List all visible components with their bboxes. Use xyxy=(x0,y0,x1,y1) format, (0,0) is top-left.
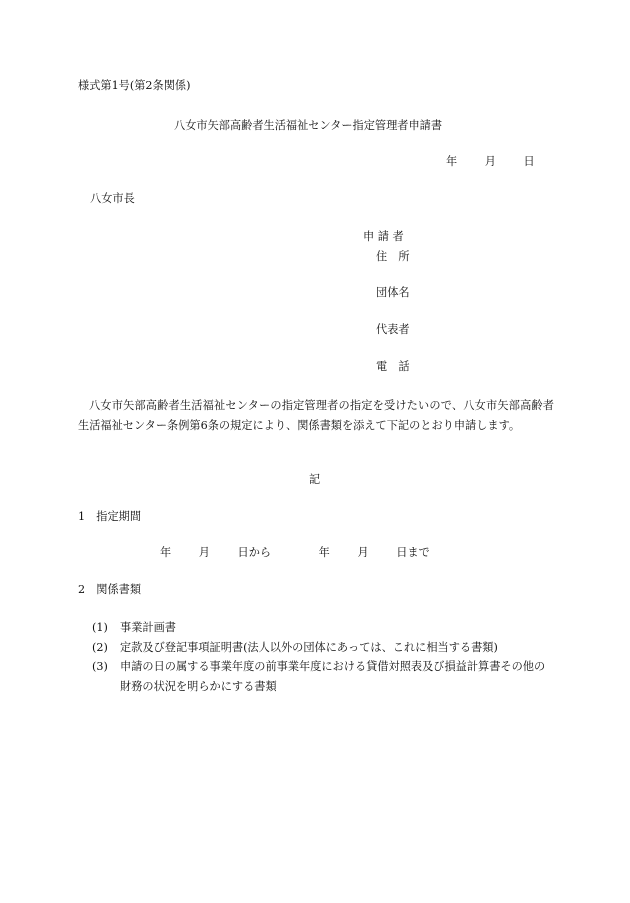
period-from-day: 日から xyxy=(237,546,272,559)
list-item-number: (2) xyxy=(92,641,108,654)
list-item-text: 事業計画書 xyxy=(120,621,176,634)
period-to-year: 年 xyxy=(318,546,330,559)
document-list-item xyxy=(92,638,554,658)
list-item-text: 定款及び登記事項証明書(法人以外の団体にあっては、これに相当する書類) xyxy=(120,641,498,654)
list-item-number: (3) xyxy=(92,660,108,673)
date-year: 年 xyxy=(446,155,458,168)
period-line xyxy=(160,546,430,559)
applicant-org-label: 団体名 xyxy=(376,286,410,299)
applicant-heading: 申 請 者 xyxy=(363,230,404,243)
application-statement: 八女市矢部高齢者生活福祉センターの指定管理者の指定を受けたいので、八女市矢部高齢者生活福祉センター条例第6条の規定により、関係書類を添えて下記のとおり申請します。 xyxy=(78,399,554,432)
period-from-year: 年 xyxy=(160,546,172,559)
document-list-item xyxy=(92,618,554,638)
document-list-item xyxy=(92,657,554,697)
date-line xyxy=(446,155,535,168)
applicant-address-label: 住 所 xyxy=(376,250,410,263)
date-day: 日 xyxy=(523,155,535,168)
ki-heading: 記 xyxy=(309,473,321,486)
document-title: 八女市矢部高齢者生活福祉センター指定管理者申請書 xyxy=(174,119,443,132)
period-to-month: 月 xyxy=(357,546,369,559)
section2-heading: 2 関係書類 xyxy=(78,583,142,596)
list-item-text: 申請の日の属する事業年度の前事業年度における貸借対照表及び損益計算書その他の財務の状況を明らかにする書類 xyxy=(120,660,546,693)
form-number: 様式第1号(第2条関係) xyxy=(78,79,191,92)
section1-heading: 1 指定期間 xyxy=(78,510,142,523)
date-month: 月 xyxy=(484,155,496,168)
addressee: 八女市長 xyxy=(90,192,135,205)
list-item-number: (1) xyxy=(92,621,108,634)
period-from-month: 月 xyxy=(198,546,210,559)
period-to-day: 日まで xyxy=(396,546,430,559)
applicant-phone-label: 電 話 xyxy=(376,360,410,373)
applicant-rep-label: 代表者 xyxy=(376,323,410,336)
